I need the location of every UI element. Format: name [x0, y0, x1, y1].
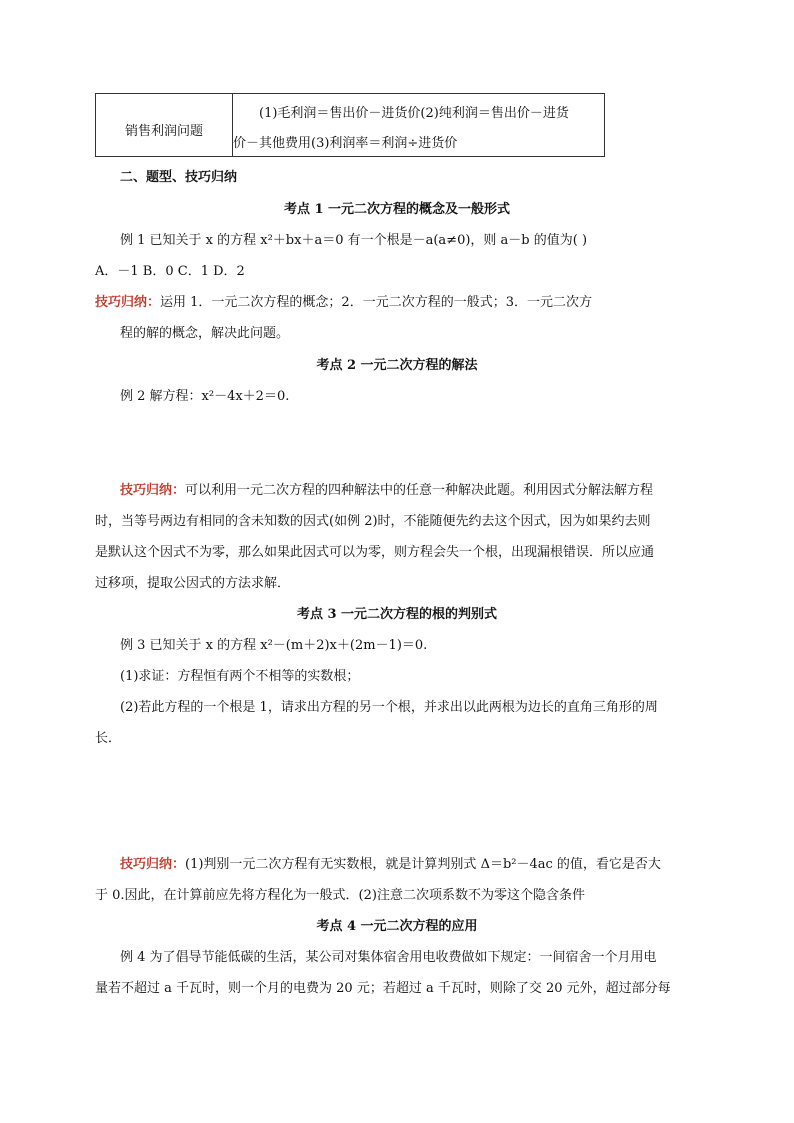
- k2-tip-line-4: 过移项，提取公因式的方法求解．: [95, 576, 291, 591]
- k3-question-2-line-1: (2)若此方程的一个根是 1，请求出方程的另一个根，并求出以此两根为边长的直角三角形的周: [120, 700, 658, 715]
- k2-tip-label: 技巧归纳：: [120, 483, 186, 498]
- k2-tip-line-2: 时，当等号两边有相同的含未知数的因式(如例 2)时，不能随便先约去这个因式，因为如果约去则: [95, 514, 651, 529]
- k1-options: A．－1 B．0 C．1 D．2: [95, 264, 245, 279]
- table-left-cell: 销售利润问题: [124, 124, 203, 139]
- k3-tip-line-1: [120, 853, 661, 872]
- k1-tip-label: 技巧归纳：: [95, 295, 161, 310]
- k2-tip-line-1: [120, 479, 653, 498]
- k3-title: 考点 3 一元二次方程的根的判别式: [296, 607, 498, 622]
- table-right-line-2: 价－其他费用(3)利润率＝利润÷进货价: [233, 136, 458, 151]
- info-table: [95, 93, 605, 157]
- table-right-line-1: (1)毛利润＝售出价－进货价(2)纯利润＝售出价－进货: [259, 106, 569, 121]
- k3-tip-text-1: (1)判别一元二次方程有无实数根，就是计算判别式 Δ＝b²－4ac 的值，看它是否大: [185, 857, 661, 872]
- k4-example-line-1: 例 4 为了倡导节能低碳的生活，某公司对集体宿舍用电收费做如下规定：一间宿舍一个月用电: [120, 950, 657, 965]
- k3-question-1: (1)求证：方程恒有两个不相等的实数根；: [120, 669, 360, 684]
- k4-title: 考点 4 一元二次方程的应用: [316, 919, 478, 934]
- k3-tip-line-2: 于 0.因此，在计算前应先将方程化为一般式．(2)注意二次项系数不为零这个隐含条件: [95, 888, 585, 903]
- k2-tip-text-1: 可以利用一元二次方程的四种解法中的任意一种解决此题。利用因式分解法解方程: [185, 483, 654, 498]
- k2-title: 考点 2 一元二次方程的解法: [316, 358, 478, 373]
- section-title: 二、题型、技巧归纳: [120, 170, 238, 185]
- k1-tip-line-2: 程的解的概念，解决此问题。: [120, 326, 290, 341]
- k2-example: 例 2 解方程：x²－4x＋2＝0.: [120, 389, 290, 404]
- k2-tip-line-3: 是默认这个因式不为零，那么如果此因式可以为零，则方程会失一个根，出现漏根错误．所以应通: [95, 545, 655, 560]
- k1-tip-line-1: [95, 291, 592, 310]
- k1-tip-text-1: 运用 1．一元二次方程的概念；2．一元二次方程的一般式；3．一元二次方: [160, 295, 592, 310]
- k1-title: 考点 1 一元二次方程的概念及一般形式: [283, 202, 511, 217]
- k3-question-2-line-2: 长．: [95, 731, 122, 746]
- k3-tip-label: 技巧归纳：: [120, 857, 186, 872]
- k1-example: 例 1 已知关于 x 的方程 x²＋bx＋a＝0 有一个根是－a(a≠0)，则 a－b 的值为( ): [120, 233, 588, 248]
- k4-example-line-2: 量若不超过 a 千瓦时，则一个月的电费为 20 元；若超过 a 千瓦时，则除了交 20 元外，超过部分每: [95, 981, 671, 996]
- k3-example: 例 3 已知关于 x 的方程 x²－(m＋2)x＋(2m－1)＝0.: [120, 638, 428, 653]
